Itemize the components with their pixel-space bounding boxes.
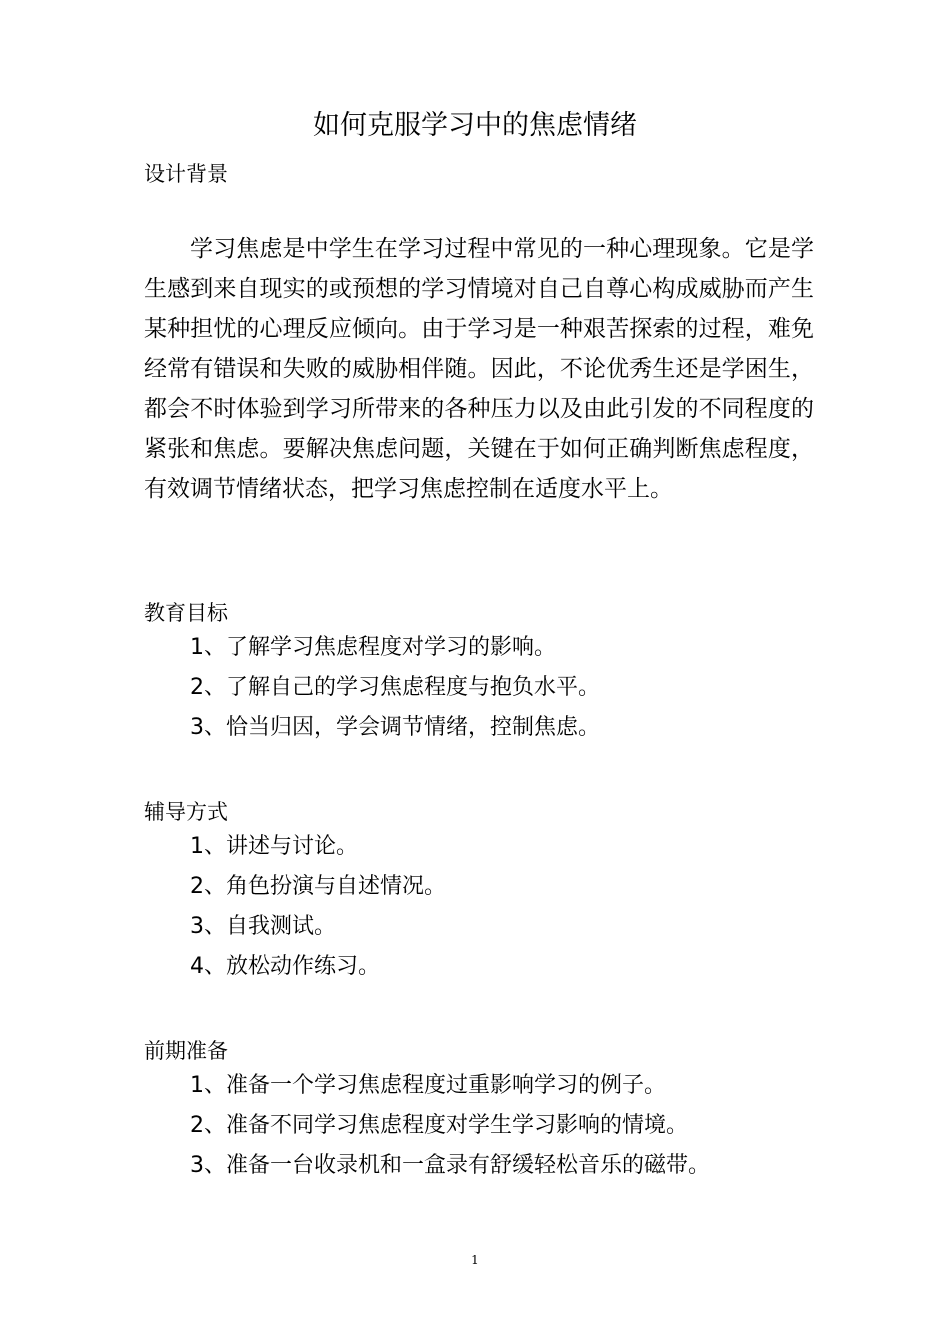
section-heading-methods: 辅导方式 — [144, 800, 228, 824]
list-item: 4、放松动作练习。 — [190, 954, 380, 979]
list-item: 3、准备一台收录机和一盒录有舒缓轻松音乐的磁带。 — [190, 1153, 710, 1178]
methods-list — [190, 827, 446, 987]
preparation-list — [190, 1066, 710, 1186]
section-heading-goals: 教育目标 — [144, 601, 228, 625]
goals-list — [190, 628, 600, 748]
list-item: 1、讲述与讨论。 — [190, 834, 358, 859]
document-title: 如何克服学习中的焦虑情绪 — [313, 110, 637, 141]
section-heading-preparation: 前期准备 — [144, 1039, 228, 1063]
list-item: 2、了解自己的学习焦虑程度与抱负水平。 — [190, 675, 600, 700]
list-item: 3、自我测试。 — [190, 914, 336, 939]
page-number: 1 — [471, 1253, 479, 1267]
list-item: 3、恰当归因，学会调节情绪，控制焦虑。 — [190, 715, 600, 740]
list-item: 1、准备一个学习焦虑程度过重影响学习的例子。 — [190, 1073, 666, 1098]
list-item: 2、准备不同学习焦虑程度对学生学习影响的情境。 — [190, 1113, 688, 1138]
section-heading-background: 设计背景 — [144, 162, 228, 186]
list-item: 1、了解学习焦虑程度对学习的影响。 — [190, 635, 556, 660]
list-item: 2、角色扮演与自述情况。 — [190, 874, 446, 899]
background-paragraph: 学习焦虑是中学生在学习过程中常见的一种心理现象。它是学生感到来自现实的或预想的学习情境对自己自尊心构成威胁而产生某种担忧的心理反应倾向。由于学习是一种艰苦探索的过程，难免经常有错误和失败的威胁相伴随。因此，不论优秀生还是学困生，都会不时体验到学习所带来的各种压力以及由此引发的不同程度的紧张和焦虑。要解决焦虑问题，关键在于如何正确判断焦虑程度，有效调节情绪状态，把学习焦虑控制在适度水平上。 — [144, 236, 814, 502]
